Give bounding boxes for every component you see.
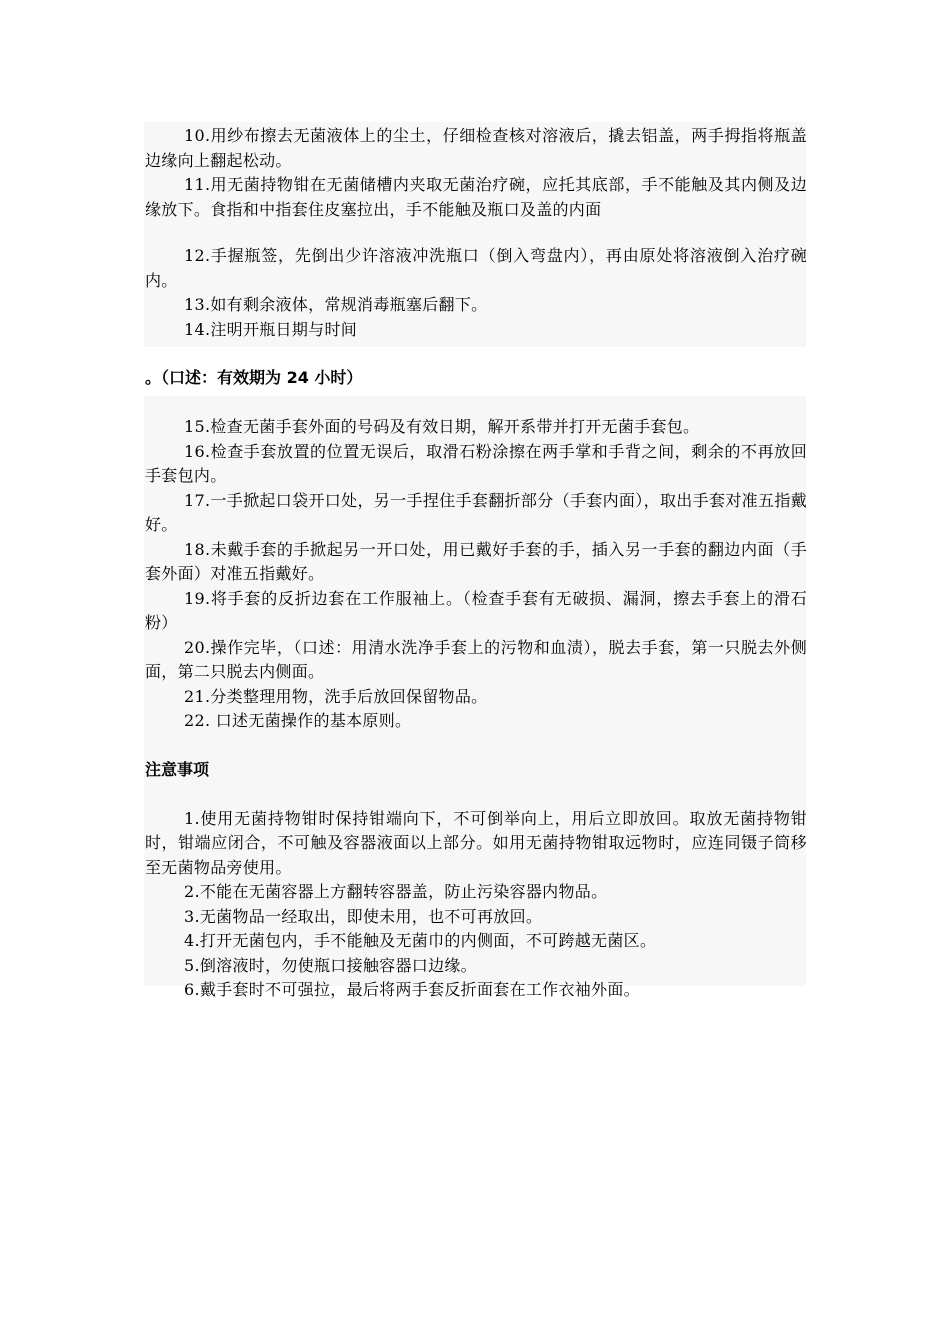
step-15: 15.检查无菌手套外面的号码及有效日期，解开系带并打开无菌手套包。 — [184, 417, 700, 436]
note-item-4: 4.打开无菌包内，手不能触及无菌巾的内侧面，不可跨越无菌区。 — [184, 931, 657, 950]
step-13: 13.如有剩余液体，常规消毒瓶塞后翻下。 — [184, 295, 488, 314]
step-17: 17.一手掀起口袋开口处，另一手捏住手套翻折部分（手套内面），取出手套对准五指戴好。 — [145, 490, 807, 534]
step-16: 16.检查手套放置的位置无误后，取滑石粉涂擦在两手掌和手背之间，剩余的不再放回手套包内。 — [145, 441, 807, 485]
note-item-3: 3.无菌物品一经取出，即使未用，也不可再放回。 — [184, 906, 543, 926]
step-20: 20.操作完毕，（口述：用清水洗净手套上的污物和血渍），脱去手套，第一只脱去外侧面，第二只脱去内侧面。 — [145, 637, 807, 681]
step-22: 22. 口述无菌操作的基本原则。 — [184, 711, 412, 730]
step-11: 11.用无菌持物钳在无菌储槽内夹取无菌治疗碗，应托其底部，手不能触及其内侧及边缘放下。食指和中指套住皮塞拉出，手不能触及瓶口及盖的内面 — [145, 175, 807, 219]
spacer — [145, 222, 807, 244]
document-body — [145, 124, 807, 1003]
spacer — [145, 342, 807, 366]
spacer — [145, 734, 807, 758]
validity-note: 。（口述：有效期为 24 小时） — [145, 368, 363, 387]
note-item-2: 2.不能在无菌容器上方翻转容器盖，防止污染容器内物品。 — [184, 882, 608, 901]
notes-title: 注意事项 — [145, 759, 210, 779]
note-item-5: 5.倒溶液时，勿使瓶口接触容器口边缘。 — [184, 955, 477, 975]
step-12: 12.手握瓶签，先倒出少许溶液冲洗瓶口（倒入弯盘内），再由原处将溶液倒入治疗碗内。 — [145, 246, 807, 290]
note-item-6: 6.戴手套时不可强拉，最后将两手套反折面套在工作衣袖外面。 — [184, 980, 640, 999]
step-10: 10.用纱布擦去无菌液体上的尘土，仔细检查核对溶液后，撬去铝盖，两手拇指将瓶盖边缘向上翻起松动。 — [145, 126, 807, 170]
spacer — [145, 782, 807, 807]
step-19: 19.将手套的反折边套在工作服袖上。（检查手套有无破损、漏洞，擦去手套上的滑石粉） — [145, 588, 807, 632]
spacer — [145, 390, 807, 415]
step-21: 21.分类整理用物，洗手后放回保留物品。 — [184, 686, 488, 706]
step-18: 18.未戴手套的手掀起另一开口处，用已戴好手套的手，插入另一手套的翻边内面（手套外面）对准五指戴好。 — [145, 539, 807, 583]
note-item-1: 1.使用无菌持物钳时保持钳端向下，不可倒举向上，用后立即放回。取放无菌持物钳时，钳端应闭合，不可触及容器液面以上部分。如用无菌持物钳取远物时，应连同镊子筒移至无菌物品旁使用。 — [145, 808, 807, 877]
step-14: 14.注明开瓶日期与时间 — [184, 319, 358, 339]
